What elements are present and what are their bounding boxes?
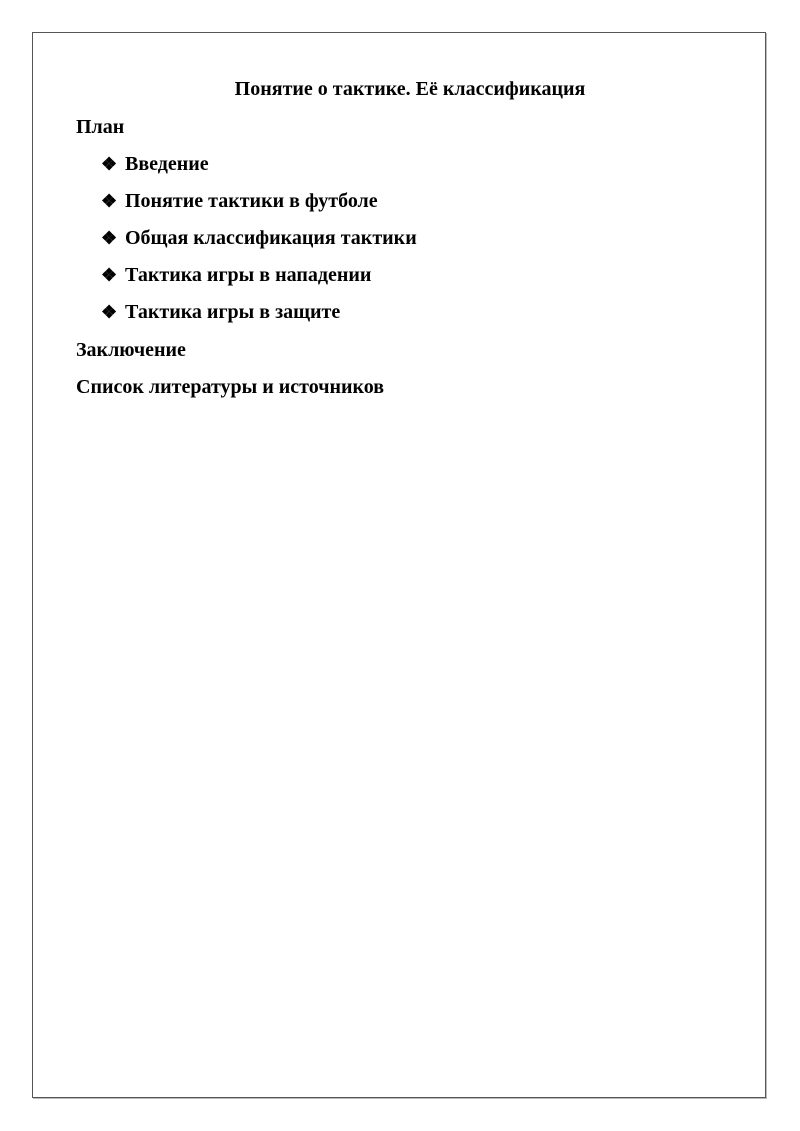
- plan-bullet-list: [101, 150, 417, 335]
- list-item-text: Введение: [125, 153, 209, 175]
- diamond-bullet-icon: ❖: [101, 228, 118, 248]
- diamond-bullet-icon: ❖: [101, 154, 118, 174]
- list-item-text: Понятие тактики в футболе: [125, 190, 378, 212]
- list-item: [101, 298, 417, 335]
- list-item: [101, 224, 417, 261]
- list-item-text: Тактика игры в защите: [125, 301, 341, 323]
- document-title: Понятие о тактике. Её классификация: [234, 78, 586, 100]
- list-item: [101, 187, 417, 224]
- list-item-text: Тактика игры в нападении: [125, 264, 372, 286]
- diamond-bullet-icon: ❖: [101, 302, 118, 322]
- references-heading: Список литературы и источников: [76, 376, 385, 398]
- plan-heading: План: [76, 116, 125, 138]
- list-item: [101, 150, 417, 187]
- conclusion-heading: Заключение: [76, 339, 186, 361]
- list-item: [101, 261, 417, 298]
- list-item-text: Общая классификация тактики: [125, 227, 417, 249]
- diamond-bullet-icon: ❖: [101, 191, 118, 211]
- diamond-bullet-icon: ❖: [101, 265, 118, 285]
